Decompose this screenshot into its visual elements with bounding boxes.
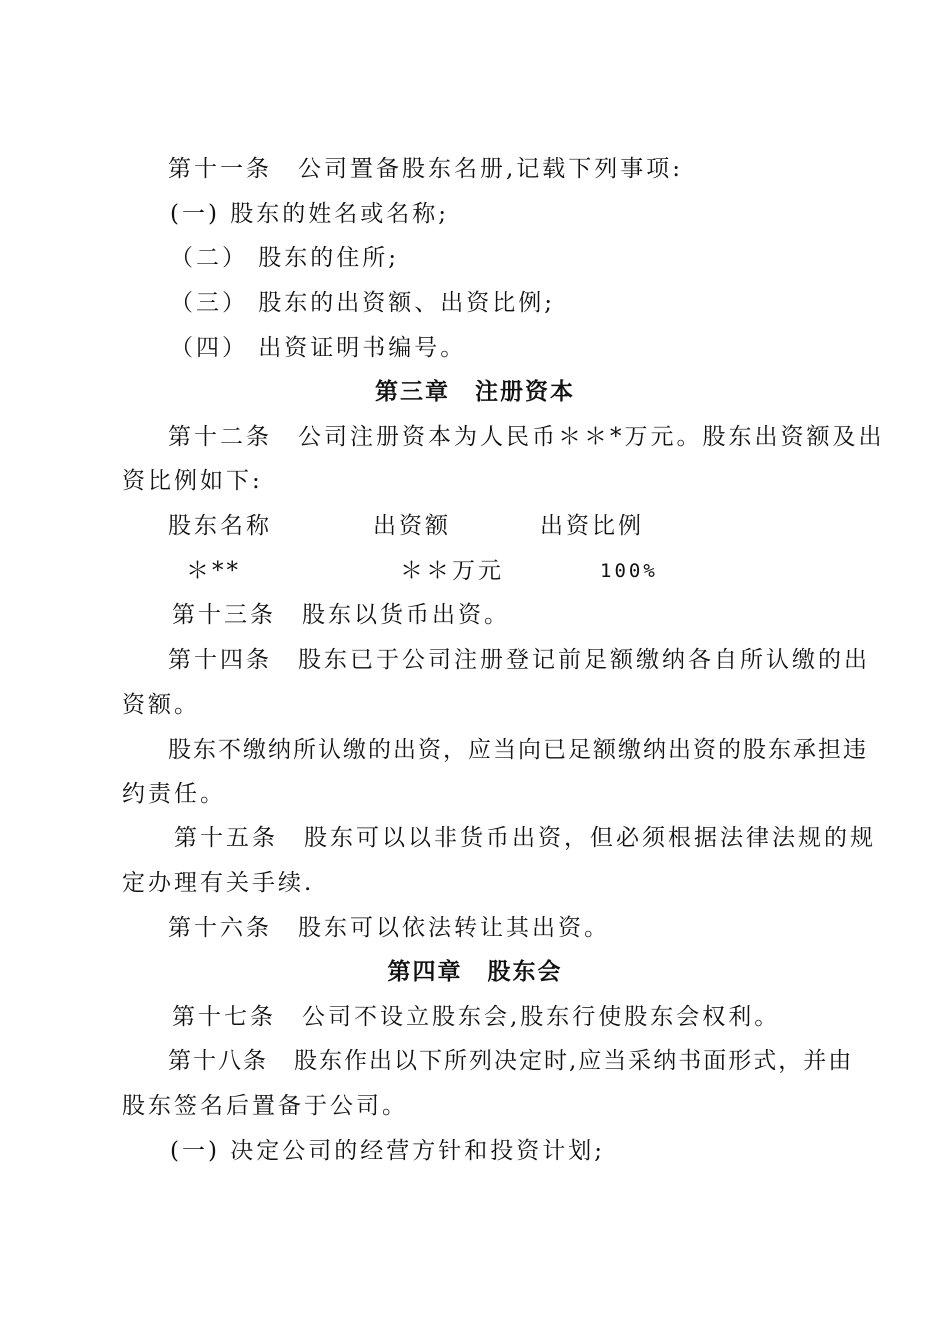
article-11-item-2: （二） 股东的住所; [170, 245, 400, 271]
article-14-label: 第十四条 [168, 647, 272, 673]
article-15-label: 第十五条 [174, 825, 278, 851]
article-11-line [168, 154, 683, 184]
article-11-label: 第十一条 [168, 156, 272, 182]
article-11-text: 公司置备股东名册,记载下列事项: [298, 156, 684, 182]
article-12-line-2: 资比例如下: [122, 468, 263, 494]
article-14-para-2-line-2: 约责任。 [122, 781, 226, 807]
article-17-line [172, 1002, 780, 1032]
article-18-line-1 [168, 1046, 853, 1076]
article-12-label: 第十二条 [168, 424, 272, 450]
article-14-para-2-line-1: 股东不缴纳所认缴的出资，应当向已足额缴纳出资的股东承担违 [168, 737, 868, 763]
article-14-line-2: 资额。 [122, 692, 200, 718]
article-15-text: 股东可以以非货币出资，但必须根据法律法规的规 [304, 825, 876, 851]
chapter-4-heading: 第四章 股东会 [387, 958, 563, 985]
article-13-label: 第十三条 [172, 602, 276, 628]
table-cell-ratio: 100% [600, 560, 658, 582]
table-header-shareholder: 股东名称 [168, 513, 272, 539]
article-18-item-1: (一) 决定公司的经营方针和投资计划; [170, 1138, 606, 1164]
article-16-text: 股东可以依法转让其出资。 [298, 915, 610, 941]
article-14-text: 股东已于公司注册登记前足额缴纳各自所认缴的出 [298, 647, 870, 673]
article-16-line [168, 913, 610, 943]
article-17-label: 第十七条 [172, 1004, 276, 1030]
article-16-label: 第十六条 [168, 915, 272, 941]
article-12-line-1 [168, 422, 885, 452]
article-12-text: 公司注册资本为人民币＊＊*万元。股东出资额及出 [298, 424, 885, 450]
table-header-capital: 出资额 [373, 513, 451, 539]
table-cell-capital: ＊＊万元 [400, 558, 504, 584]
chapter-3-heading: 第三章 注册资本 [375, 378, 575, 405]
article-14-line-1 [168, 645, 870, 675]
article-17-text: 公司不设立股东会,股东行使股东会权利。 [302, 1004, 781, 1030]
article-11-item-3: （三） 股东的出资额、出资比例; [170, 290, 556, 316]
table-cell-shareholder: ＊** [186, 558, 241, 584]
article-15-line-1 [174, 823, 876, 853]
article-18-text: 股东作出以下所列决定时,应当采纳书面形式，并由 [294, 1048, 854, 1074]
article-11-item-4: （四） 出资证明书编号。 [170, 335, 467, 361]
article-13-line [172, 600, 510, 630]
table-header-ratio: 出资比例 [540, 513, 644, 539]
article-18-label: 第十八条 [168, 1048, 268, 1074]
article-11-item-1: (一) 股东的姓名或名称; [170, 201, 450, 227]
article-18-line-2: 股东签名后置备于公司。 [122, 1093, 408, 1119]
article-13-text: 股东以货币出资。 [302, 602, 510, 628]
article-15-line-2: 定办理有关手续. [122, 870, 315, 896]
